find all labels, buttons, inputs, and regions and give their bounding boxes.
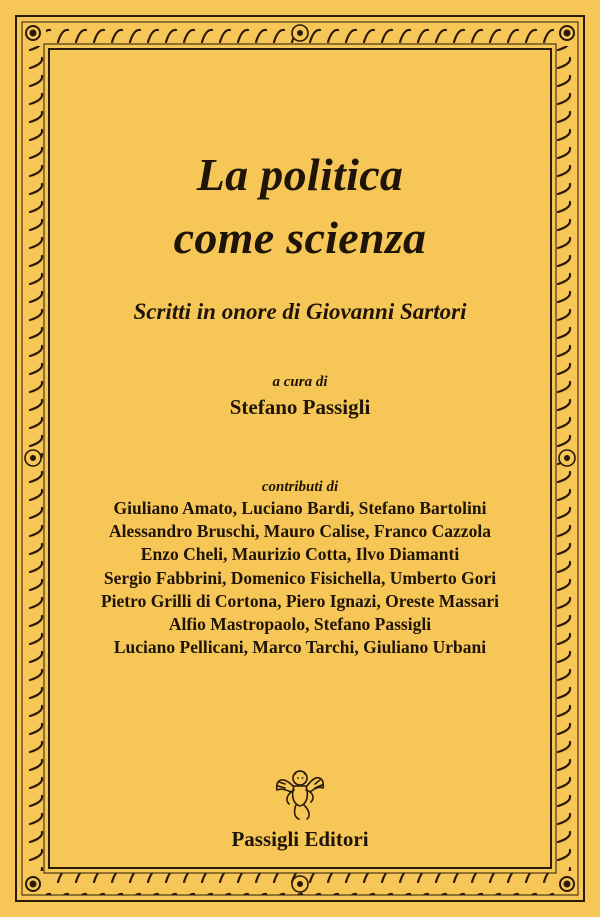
contributors-label: contributi di <box>261 479 339 495</box>
book-subtitle: Scritti in onore di Giovanni Sartori <box>133 299 467 324</box>
book-title-line-1: La politica <box>196 149 404 200</box>
contributors-line: Sergio Fabbrini, Domenico Fisichella, Umberto Gori <box>103 567 497 588</box>
curator-name: Stefano Passigli <box>229 395 371 419</box>
contributors-line: Alfio Mastropaolo, Stefano Passigli <box>168 614 432 635</box>
contributors-line: Alessandro Bruschi, Mauro Calise, Franco Cazzola <box>109 521 491 542</box>
contributors-line: Pietro Grilli di Cortona, Piero Ignazi, Oreste Massari <box>100 590 500 611</box>
cherub-icon <box>273 764 327 822</box>
book-title-line-2: come scienza <box>173 212 427 263</box>
contributors-list <box>40 497 560 659</box>
contributors-line: Luciano Pellicani, Marco Tarchi, Giuliano Urbani <box>113 637 487 658</box>
cover-text-block <box>60 0 540 917</box>
contributors-line: Giuliano Amato, Luciano Bardi, Stefano Bartolini <box>113 498 487 518</box>
curator-label: a cura di <box>272 374 328 390</box>
publisher-name: Passigli Editori <box>231 827 369 851</box>
contributors-line: Enzo Cheli, Maurizio Cotta, Ilvo Diamanti <box>140 544 460 565</box>
